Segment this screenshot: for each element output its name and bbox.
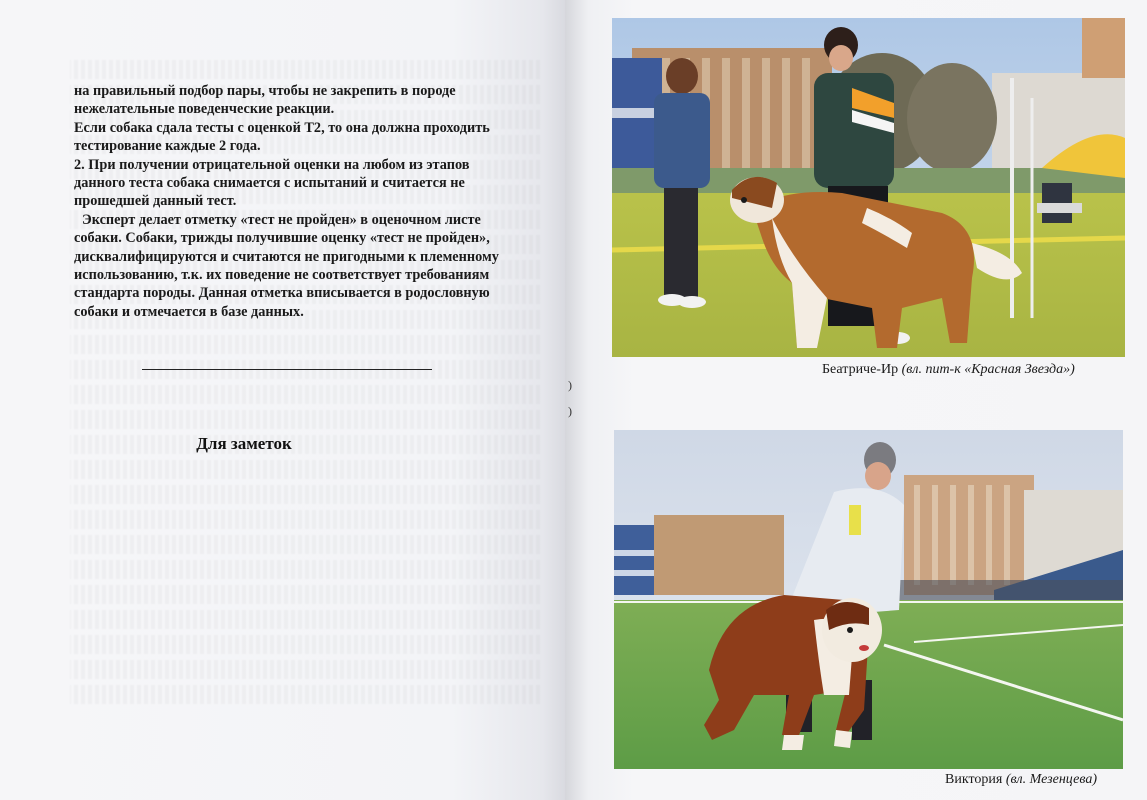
photo-caption-viktoria (945, 772, 1097, 788)
body-text (74, 82, 514, 321)
owner-note: (вл. Мезенцева) (1005, 772, 1097, 787)
notes-heading: Для заметок (196, 434, 292, 453)
dog-name: Виктория (945, 772, 1003, 787)
paragraph-1: на правильный подбор пары, чтобы не закрепить в породе нежелательные поведенческие реакции. (74, 83, 456, 118)
owner-note: (вл. пит-к «Красная Звезда») (901, 362, 1075, 377)
left-page (0, 0, 565, 800)
photo-caption-beatrice (822, 362, 1075, 378)
photo-viktoria (614, 430, 1123, 769)
binding-marks: ) ) (568, 378, 572, 418)
paragraph-3: 2. При получении отрицательной оценки на любом из этапов данного теста собака снимается с испытаний и считается не прошедшей данный тест. (74, 156, 470, 210)
dog-name: Беатриче-Ир (822, 362, 899, 377)
section-divider (142, 369, 432, 370)
paragraph-4: Эксперт делает отметку «тест не пройден» в оценочном листе собаки. Собаки, трижды получившие оценку «тест не пройден», дисквалифицируются и считаются не пригодными к племенному использованию, т.к. их поведение не соответствует требованиям стандарта породы. Данная отметка вписывается в родословную собаки и отмечается в базе данных. (74, 211, 499, 320)
paragraph-2: Если собака сдала тесты с оценкой Т2, то она должна проходить тестирование каждые 2 года. (74, 119, 490, 155)
photo-beatrice (612, 18, 1125, 357)
